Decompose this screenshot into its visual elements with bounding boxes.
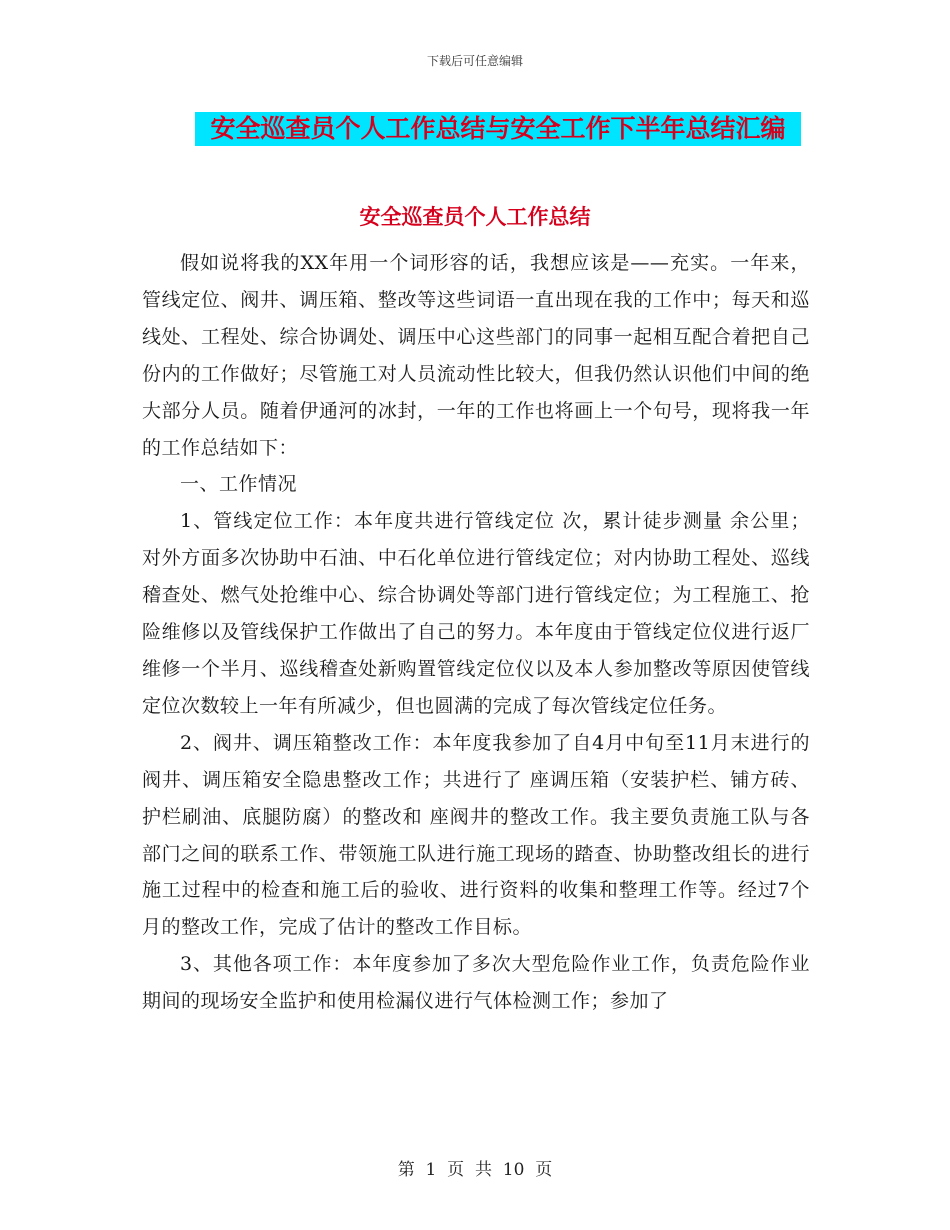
document-title: 安全巡查员个人工作总结与安全工作下半年总结汇编 [195,112,801,146]
page-number: 第 1 页 共 10 页 [397,1160,553,1180]
paragraph-pipeline-locating: 1、管线定位工作：本年度共进行管线定位 次，累计徒步测量 余公里；对外方面多次协助中石油、中石化单位进行管线定位；对内协助工程处、巡线稽查处、燃气处抢维中心、综合协调处等部门进行管线定位；为工程施工、抢险维修以及管线保护工作做出了自己的努力。本年度由于管线定位仪进行返厂维修一个半月、巡线稽查处新购置管线定位仪以及本人参加整改等原因使管线定位次数较上一年有所减少，但也圆满的完成了每次管线定位任务。 [142,510,810,717]
section-title: 安全巡查员个人工作总结 [359,204,591,229]
paragraph-other-work: 3、其他各项工作：本年度参加了多次大型危险作业工作，负责危险作业期间的现场安全监护和使用检漏仪进行气体检测工作；参加了 [142,953,810,1013]
paragraph-heading-work-status: 一、工作情况 [180,473,298,496]
page-header-note: 下载后可任意编辑 [426,54,523,68]
paragraph-valve-rectification: 2、阀井、调压箱整改工作：本年度我参加了自4月中旬至11月末进行的阀井、调压箱安全隐患整改工作；共进行了 座调压箱（安装护栏、铺方砖、护栏刷油、底腿防腐）的整改和 座阀井的整改工作。我主要负责施工队与各部门之间的联系工作、带领施工队进行施工现场的踏查、协助整改组长的进行施工过程中的检查和施工后的验收、进行资料的收集和整理工作等。经过7个月的整改工作，完成了估计的整改工作目标。 [142,731,810,939]
document-body [142,245,810,1020]
paragraph-intro: 假如说将我的XX年用一个词形容的话，我想应该是——充实。一年来，管线定位、阀井、调压箱、整改等这些词语一直出现在我的工作中；每天和巡线处、工程处、综合协调处、调压中心这些部门的同事一起相互配合着把自己份内的工作做好；尽管施工对人员流动性比较大，但我仍然认识他们中间的绝大部分人员。随着伊通河的冰封，一年的工作也将画上一个句号，现将我一年的工作总结如下： [142,252,810,459]
